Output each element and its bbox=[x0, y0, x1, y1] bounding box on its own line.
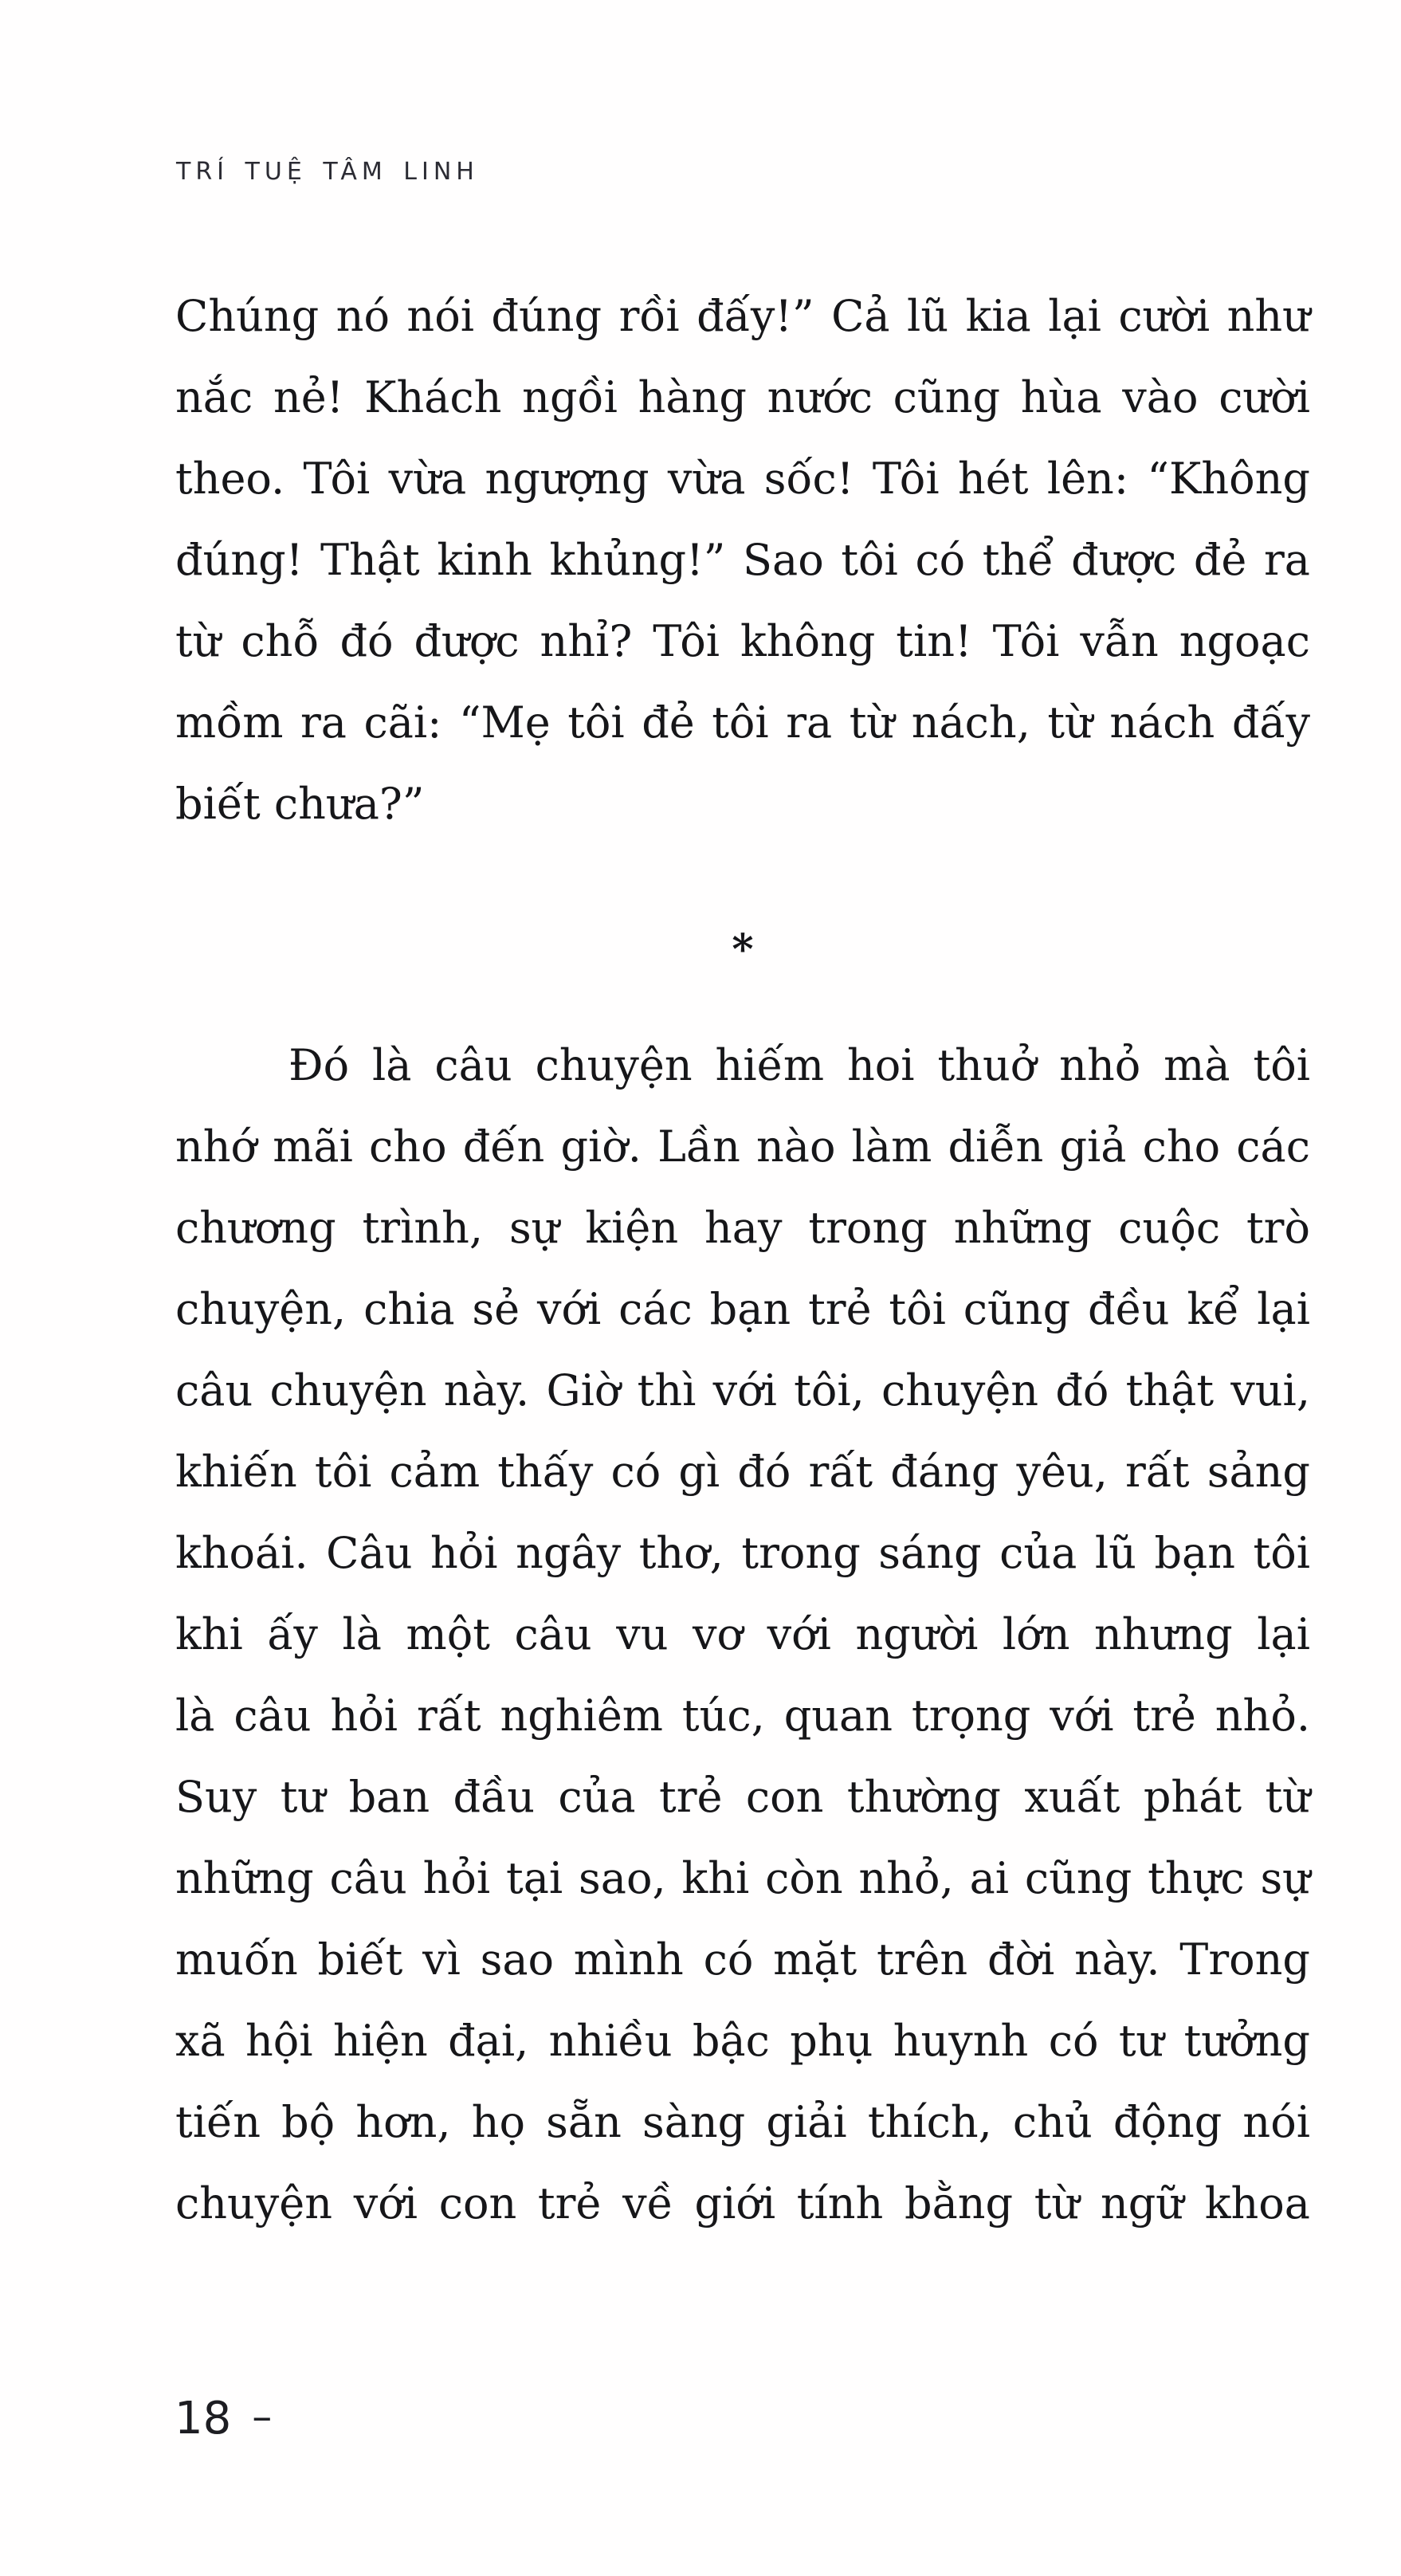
text-line: xã hội hiện đại, nhiều bậc phụ huynh có tư tưởng bbox=[175, 2016, 1310, 2066]
text-line: từ chỗ đó được nhỉ? Tôi không tin! Tôi vẫn ngoạc bbox=[175, 616, 1310, 666]
page-number: 18 bbox=[175, 2393, 232, 2444]
section-separator-asterisk: * bbox=[732, 925, 754, 974]
text-line: chuyện với con trẻ về giới tính bằng từ ngữ khoa bbox=[175, 2178, 1310, 2228]
paragraph-2 bbox=[175, 1025, 1310, 2244]
paragraph-1 bbox=[175, 276, 1310, 845]
text-line: đúng! Thật kinh khủng!” Sao tôi có thể được đẻ ra bbox=[175, 535, 1310, 585]
page-footer bbox=[175, 2393, 272, 2444]
text-line: khi ấy là một câu vu vơ với người lớn nhưng lại bbox=[175, 1609, 1310, 1659]
text-line: nhớ mãi cho đến giờ. Lần nào làm diễn giả cho các bbox=[175, 1121, 1310, 1172]
footer-dash: – bbox=[252, 2393, 273, 2440]
text-line: chương trình, sự kiện hay trong những cuộc trò bbox=[175, 1203, 1310, 1253]
text-line: khoái. Câu hỏi ngây thơ, trong sáng của lũ bạn tôi bbox=[175, 1528, 1310, 1578]
text-line: Chúng nó nói đúng rồi đấy!” Cả lũ kia lại cười như bbox=[175, 291, 1310, 341]
page-body bbox=[175, 276, 1310, 2244]
text-line: biết chưa?” bbox=[175, 779, 425, 829]
text-line: theo. Tôi vừa ngượng vừa sốc! Tôi hét lên: “Không bbox=[175, 454, 1310, 504]
text-line: Suy tư ban đầu của trẻ con thường xuất phát từ bbox=[175, 1772, 1310, 1822]
text-line: muốn biết vì sao mình có mặt trên đời này. Trong bbox=[175, 1934, 1310, 1985]
text-line: tiến bộ hơn, họ sẵn sàng giải thích, chủ động nói bbox=[175, 2097, 1310, 2147]
text-line: là câu hỏi rất nghiêm túc, quan trọng với trẻ nhỏ. bbox=[175, 1690, 1310, 1741]
text-line: những câu hỏi tại sao, khi còn nhỏ, ai cũng thực sự bbox=[175, 1853, 1310, 1903]
text-line: câu chuyện này. Giờ thì với tôi, chuyện đó thật vui, bbox=[175, 1365, 1310, 1416]
text-line: mồm ra cãi: “Mẹ tôi đẻ tôi ra từ nách, từ nách đấy bbox=[175, 697, 1310, 748]
text-line: khiến tôi cảm thấy có gì đó rất đáng yêu, rất sảng bbox=[175, 1447, 1310, 1497]
text-line: chuyện, chia sẻ với các bạn trẻ tôi cũng đều kể lại bbox=[175, 1284, 1310, 1334]
text-line: nắc nẻ! Khách ngồi hàng nước cũng hùa vào cười bbox=[175, 372, 1310, 422]
text-line: Đó là câu chuyện hiếm hoi thuở nhỏ mà tôi bbox=[288, 1040, 1310, 1090]
running-header: TRÍ TUỆ TÂM LINH bbox=[176, 158, 479, 186]
